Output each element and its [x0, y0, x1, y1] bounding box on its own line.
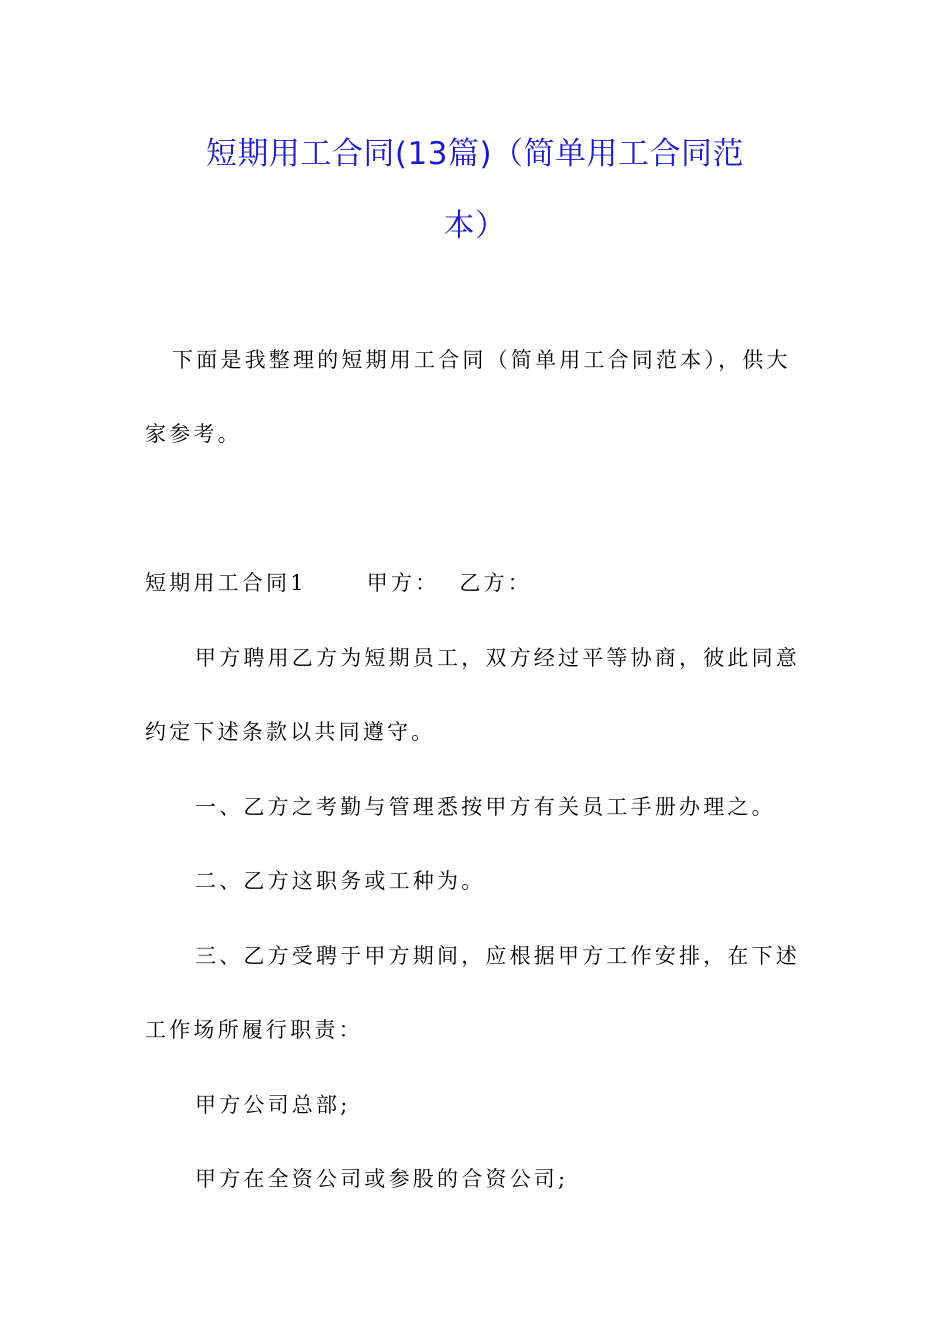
intro-line-1: 下面是我整理的短期用工合同（简单用工合同范本），供大 [172, 348, 791, 372]
intro-line-2: 家参考。 [145, 422, 242, 446]
clause-3-line-2: 工作场所履行职责： [145, 1018, 363, 1042]
document-title [150, 118, 800, 262]
clause-3-line-1: 三、乙方受聘于甲方期间，应根据甲方工作安排，在下述 [195, 944, 800, 968]
paragraph-1-line-1: 甲方聘用乙方为短期员工，双方经过平等协商，彼此同意 [195, 646, 800, 670]
title-line-2: 本） [443, 208, 507, 244]
section-heading-line [145, 546, 805, 620]
party-a-label: 甲方： [366, 571, 440, 595]
workplace-item-2: 甲方在全资公司或参股的合资公司; [195, 1167, 569, 1191]
section-heading: 短期用工合同1 [145, 571, 307, 595]
title-line-1: 短期用工合同(13篇)（简单用工合同范 [205, 136, 745, 172]
party-b-label: 乙方： [459, 571, 532, 595]
workplace-item-1: 甲方公司总部; [195, 1093, 351, 1117]
clause-1: 一、乙方之考勤与管理悉按甲方有关员工手册办理之。 [195, 795, 776, 819]
clause-2: 二、乙方这职务或工种为。 [195, 869, 486, 893]
paragraph-1-line-2: 约定下述条款以共同遵守。 [145, 720, 436, 744]
